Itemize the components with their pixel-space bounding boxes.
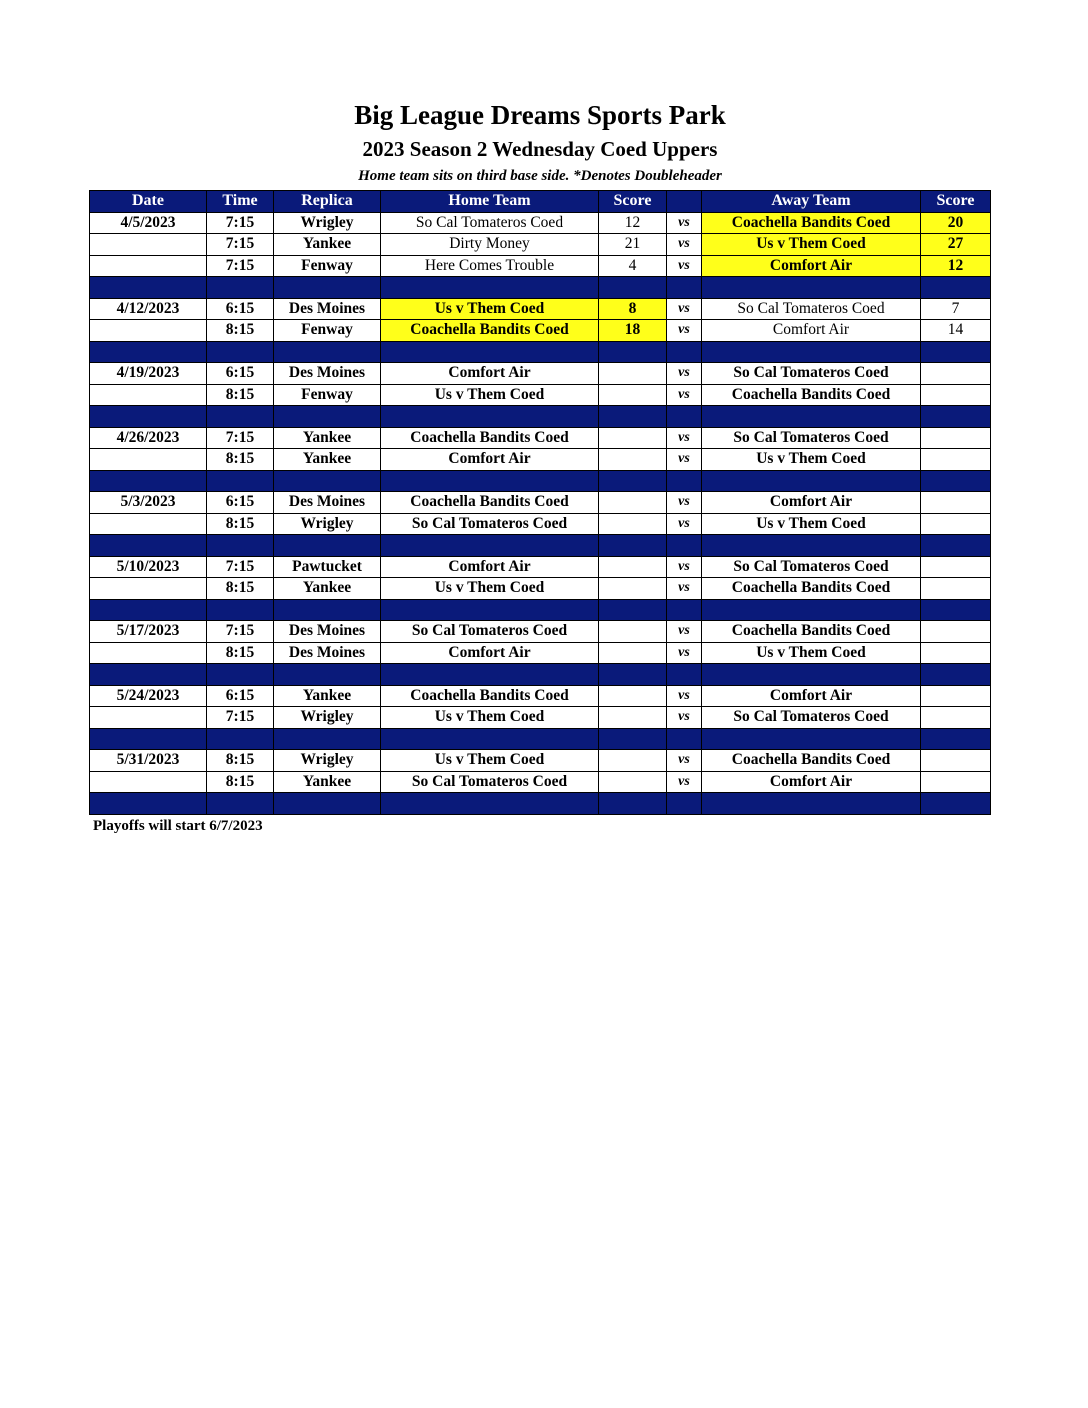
game-field: Fenway [274,320,381,342]
away-team: So Cal Tomateros Coed [702,707,921,729]
home-score: 4 [599,255,667,277]
away-team: Us v Them Coed [702,234,921,256]
separator-cell [381,728,599,750]
game-field: Fenway [274,384,381,406]
separator-cell [274,341,381,363]
vs-label: vs [667,642,702,664]
separator-cell [274,277,381,299]
game-time: 7:15 [207,234,274,256]
game-time: 8:15 [207,384,274,406]
home-team: Comfort Air [381,363,599,385]
game-row [90,427,991,449]
game-row [90,707,991,729]
separator-cell [921,341,991,363]
separator-cell [381,277,599,299]
game-date [90,320,207,342]
game-time: 6:15 [207,363,274,385]
separator-cell [274,664,381,686]
home-team: So Cal Tomateros Coed [381,212,599,234]
game-time: 7:15 [207,707,274,729]
game-date: 5/31/2023 [90,750,207,772]
vs-label: vs [667,707,702,729]
col-header-vs [667,191,702,213]
separator-cell [90,728,207,750]
game-row [90,578,991,600]
page-title: Big League Dreams Sports Park [354,100,726,130]
game-row [90,771,991,793]
home-team: So Cal Tomateros Coed [381,621,599,643]
separator-cell [90,664,207,686]
home-team: Comfort Air [381,642,599,664]
separator-cell [381,535,599,557]
home-score [599,427,667,449]
playoffs-note: Playoffs will start 6/7/2023 [93,818,263,834]
game-date: 4/12/2023 [90,298,207,320]
separator-cell [599,277,667,299]
away-score [921,771,991,793]
separator-cell [599,406,667,428]
separator-cell [207,277,274,299]
home-score: 12 [599,212,667,234]
col-header-date: Date [90,191,207,213]
game-field: Wrigley [274,212,381,234]
col-header-home-team: Home Team [381,191,599,213]
game-date [90,642,207,664]
separator-cell [667,728,702,750]
separator-cell [90,599,207,621]
home-team: So Cal Tomateros Coed [381,771,599,793]
home-score: 18 [599,320,667,342]
home-team: Coachella Bandits Coed [381,427,599,449]
game-time: 8:15 [207,642,274,664]
away-team: So Cal Tomateros Coed [702,298,921,320]
game-time: 8:15 [207,513,274,535]
vs-label: vs [667,771,702,793]
game-field: Des Moines [274,621,381,643]
separator-cell [207,728,274,750]
week-separator [90,535,991,557]
page-subtitle: 2023 Season 2 Wednesday Coed Uppers [362,137,718,161]
game-date [90,707,207,729]
vs-label: vs [667,578,702,600]
week-separator [90,793,991,815]
away-score [921,685,991,707]
col-header-time: Time [207,191,274,213]
separator-cell [381,470,599,492]
separator-cell [274,535,381,557]
home-score: 21 [599,234,667,256]
game-time: 7:15 [207,212,274,234]
home-team: Us v Them Coed [381,707,599,729]
game-field: Wrigley [274,513,381,535]
away-score: 7 [921,298,991,320]
away-team: Coachella Bandits Coed [702,578,921,600]
separator-cell [207,341,274,363]
game-row [90,492,991,514]
game-field: Wrigley [274,750,381,772]
vs-label: vs [667,255,702,277]
separator-cell [921,470,991,492]
home-score [599,750,667,772]
separator-cell [702,664,921,686]
away-team: Us v Them Coed [702,642,921,664]
col-header-away-team: Away Team [702,191,921,213]
away-score: 12 [921,255,991,277]
home-team: Us v Them Coed [381,750,599,772]
vs-label: vs [667,556,702,578]
separator-cell [667,470,702,492]
home-score [599,492,667,514]
week-separator [90,277,991,299]
game-time: 7:15 [207,621,274,643]
separator-cell [274,406,381,428]
away-score [921,707,991,729]
game-field: Yankee [274,771,381,793]
game-field: Pawtucket [274,556,381,578]
separator-cell [921,599,991,621]
home-team: Coachella Bandits Coed [381,320,599,342]
home-score [599,621,667,643]
week-separator [90,728,991,750]
separator-cell [274,470,381,492]
game-field: Yankee [274,578,381,600]
separator-cell [667,599,702,621]
game-time: 8:15 [207,750,274,772]
separator-cell [702,277,921,299]
game-field: Fenway [274,255,381,277]
separator-cell [667,277,702,299]
separator-cell [599,599,667,621]
home-team: Us v Them Coed [381,298,599,320]
separator-cell [599,470,667,492]
game-row [90,298,991,320]
game-date: 4/26/2023 [90,427,207,449]
separator-cell [90,341,207,363]
vs-label: vs [667,298,702,320]
separator-cell [381,599,599,621]
game-time: 7:15 [207,556,274,578]
separator-cell [90,793,207,815]
week-separator [90,470,991,492]
header-row [90,191,991,213]
separator-cell [207,599,274,621]
home-score [599,578,667,600]
home-team: Us v Them Coed [381,384,599,406]
game-time: 8:15 [207,320,274,342]
separator-cell [274,793,381,815]
separator-cell [207,664,274,686]
away-score [921,750,991,772]
home-score [599,642,667,664]
vs-label: vs [667,449,702,471]
separator-cell [667,341,702,363]
home-team: Here Comes Trouble [381,255,599,277]
game-date [90,234,207,256]
home-team: Coachella Bandits Coed [381,685,599,707]
separator-cell [207,535,274,557]
game-date [90,771,207,793]
away-team: Us v Them Coed [702,449,921,471]
game-row [90,513,991,535]
week-separator [90,664,991,686]
game-row [90,750,991,772]
separator-cell [599,664,667,686]
away-team: Comfort Air [702,320,921,342]
game-row [90,621,991,643]
away-score [921,556,991,578]
game-time: 7:15 [207,427,274,449]
game-row [90,255,991,277]
game-row [90,556,991,578]
game-field: Des Moines [274,298,381,320]
schedule-body [90,212,991,814]
away-score: 27 [921,234,991,256]
away-score [921,363,991,385]
separator-cell [702,728,921,750]
game-field: Des Moines [274,492,381,514]
separator-cell [207,406,274,428]
separator-cell [381,664,599,686]
away-team: So Cal Tomateros Coed [702,556,921,578]
separator-cell [381,341,599,363]
vs-label: vs [667,621,702,643]
away-team: Coachella Bandits Coed [702,212,921,234]
game-row [90,685,991,707]
separator-cell [921,728,991,750]
away-team: Comfort Air [702,492,921,514]
separator-cell [599,728,667,750]
game-time: 6:15 [207,492,274,514]
away-team: Comfort Air [702,771,921,793]
separator-cell [702,793,921,815]
vs-label: vs [667,492,702,514]
vs-label: vs [667,234,702,256]
game-field: Yankee [274,685,381,707]
separator-cell [702,535,921,557]
away-team: So Cal Tomateros Coed [702,363,921,385]
home-score [599,384,667,406]
away-team: Coachella Bandits Coed [702,384,921,406]
separator-cell [274,599,381,621]
game-date [90,578,207,600]
week-separator [90,406,991,428]
separator-cell [702,599,921,621]
separator-cell [207,793,274,815]
home-score [599,363,667,385]
away-score [921,427,991,449]
home-team: Comfort Air [381,556,599,578]
game-time: 7:15 [207,255,274,277]
vs-label: vs [667,750,702,772]
game-date [90,449,207,471]
game-row [90,212,991,234]
col-header-replica: Replica [274,191,381,213]
separator-cell [599,341,667,363]
game-field: Yankee [274,427,381,449]
game-time: 8:15 [207,578,274,600]
home-score [599,513,667,535]
game-field: Des Moines [274,363,381,385]
game-row [90,449,991,471]
home-score [599,771,667,793]
away-score [921,621,991,643]
away-team: So Cal Tomateros Coed [702,427,921,449]
schedule-table [89,190,991,815]
game-date: 5/24/2023 [90,685,207,707]
game-field: Des Moines [274,642,381,664]
separator-cell [921,406,991,428]
away-score: 14 [921,320,991,342]
separator-cell [381,793,599,815]
week-separator [90,599,991,621]
game-time: 8:15 [207,771,274,793]
separator-cell [702,470,921,492]
schedule-note: Home team sits on third base side. *Denotes Doubleheader [358,168,722,184]
game-date: 5/3/2023 [90,492,207,514]
away-score [921,642,991,664]
home-score [599,449,667,471]
game-date [90,255,207,277]
separator-cell [667,793,702,815]
separator-cell [921,664,991,686]
game-date: 4/5/2023 [90,212,207,234]
vs-label: vs [667,320,702,342]
away-team: Comfort Air [702,255,921,277]
separator-cell [667,406,702,428]
col-header-home-score: Score [599,191,667,213]
vs-label: vs [667,212,702,234]
away-score [921,578,991,600]
away-score: 20 [921,212,991,234]
home-team: Comfort Air [381,449,599,471]
home-team: So Cal Tomateros Coed [381,513,599,535]
week-separator [90,341,991,363]
vs-label: vs [667,427,702,449]
home-score [599,707,667,729]
game-row [90,234,991,256]
home-score [599,685,667,707]
separator-cell [921,793,991,815]
game-date: 4/19/2023 [90,363,207,385]
away-team: Coachella Bandits Coed [702,621,921,643]
game-row [90,384,991,406]
away-team: Comfort Air [702,685,921,707]
separator-cell [381,406,599,428]
separator-cell [207,470,274,492]
separator-cell [90,406,207,428]
away-team: Us v Them Coed [702,513,921,535]
home-score [599,556,667,578]
separator-cell [90,535,207,557]
game-field: Yankee [274,234,381,256]
away-score [921,513,991,535]
away-score [921,492,991,514]
home-score: 8 [599,298,667,320]
game-date [90,513,207,535]
game-row [90,363,991,385]
home-team: Coachella Bandits Coed [381,492,599,514]
away-score [921,384,991,406]
vs-label: vs [667,384,702,406]
separator-cell [702,341,921,363]
separator-cell [921,277,991,299]
game-date: 5/10/2023 [90,556,207,578]
separator-cell [599,535,667,557]
separator-cell [921,535,991,557]
separator-cell [702,406,921,428]
home-team: Us v Them Coed [381,578,599,600]
separator-cell [599,793,667,815]
home-team: Dirty Money [381,234,599,256]
game-date: 5/17/2023 [90,621,207,643]
separator-cell [90,470,207,492]
game-time: 8:15 [207,449,274,471]
vs-label: vs [667,685,702,707]
away-score [921,449,991,471]
game-time: 6:15 [207,298,274,320]
vs-label: vs [667,363,702,385]
game-field: Wrigley [274,707,381,729]
away-team: Coachella Bandits Coed [702,750,921,772]
game-date [90,384,207,406]
separator-cell [667,535,702,557]
separator-cell [90,277,207,299]
game-row [90,320,991,342]
game-row [90,642,991,664]
separator-cell [274,728,381,750]
separator-cell [667,664,702,686]
col-header-away-score: Score [921,191,991,213]
game-time: 6:15 [207,685,274,707]
vs-label: vs [667,513,702,535]
game-field: Yankee [274,449,381,471]
